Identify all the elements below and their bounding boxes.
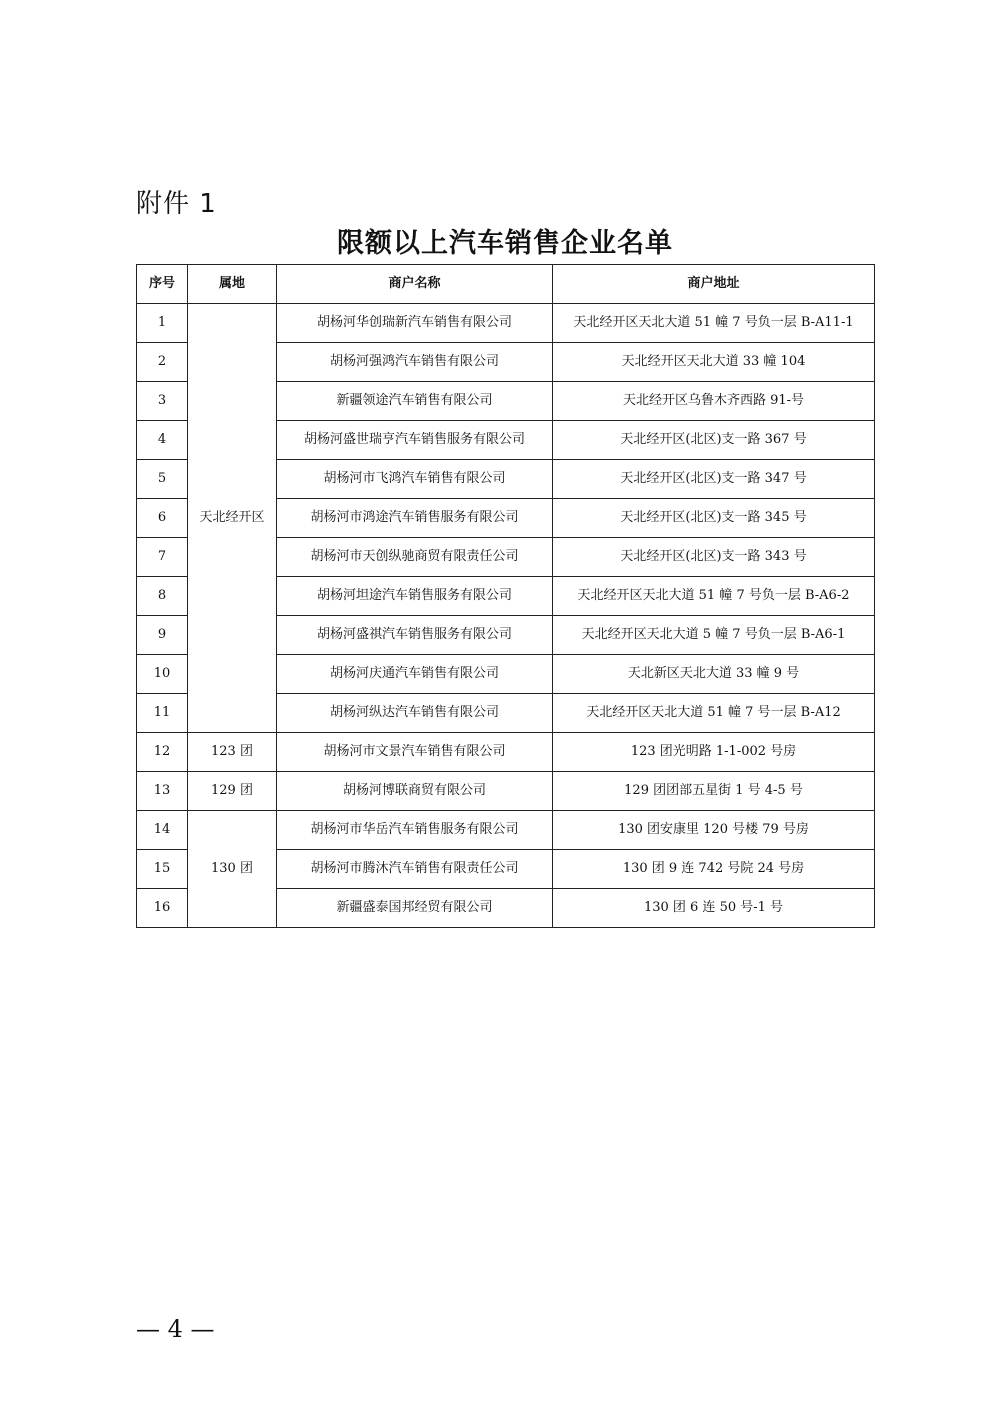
- cell-merchant-name: 胡杨河华创瑞新汽车销售有限公司: [277, 304, 553, 343]
- cell-seq: 2: [137, 343, 188, 382]
- cell-merchant-address: 130 团安康里 120 号楼 79 号房: [553, 811, 875, 850]
- cell-seq: 14: [137, 811, 188, 850]
- cell-merchant-name: 胡杨河纵达汽车销售有限公司: [277, 694, 553, 733]
- cell-merchant-address: 天北经开区(北区)支一路 343 号: [553, 538, 875, 577]
- cell-merchant-name: 新疆领途汽车销售有限公司: [277, 382, 553, 421]
- cell-merchant-name: 胡杨河市文景汽车销售有限公司: [277, 733, 553, 772]
- cell-merchant-address: 天北经开区天北大道 33 幢 104: [553, 343, 875, 382]
- cell-merchant-address: 天北经开区(北区)支一路 345 号: [553, 499, 875, 538]
- cell-merchant-address: 天北经开区天北大道 5 幢 7 号负一层 B-A6-1: [553, 616, 875, 655]
- cell-merchant-name: 胡杨河市华岳汽车销售服务有限公司: [277, 811, 553, 850]
- table-row: [137, 811, 875, 850]
- cell-merchant-address: 天北经开区天北大道 51 幢 7 号负一层 B-A6-2: [553, 577, 875, 616]
- header-seq: 序号: [137, 265, 188, 304]
- document-title: 限额以上汽车销售企业名单: [337, 228, 673, 259]
- cell-merchant-name: 胡杨河市腾沐汽车销售有限责任公司: [277, 850, 553, 889]
- cell-seq: 12: [137, 733, 188, 772]
- cell-merchant-address: 天北经开区乌鲁木齐西路 91-号: [553, 382, 875, 421]
- page-number: — 4 —: [136, 1315, 215, 1343]
- header-merchant-name: 商户名称: [277, 265, 553, 304]
- cell-merchant-address: 129 团团部五星街 1 号 4-5 号: [553, 772, 875, 811]
- cell-merchant-address: 天北新区天北大道 33 幢 9 号: [553, 655, 875, 694]
- table-header: [137, 265, 875, 304]
- cell-seq: 5: [137, 460, 188, 499]
- cell-area: 天北经开区: [188, 304, 277, 733]
- cell-merchant-address: 130 团 9 连 742 号院 24 号房: [553, 850, 875, 889]
- header-row: [137, 265, 875, 304]
- cell-seq: 1: [137, 304, 188, 343]
- cell-merchant-name: 胡杨河强鸿汽车销售有限公司: [277, 343, 553, 382]
- cell-area: 130 团: [188, 811, 277, 928]
- cell-merchant-address: 天北经开区(北区)支一路 347 号: [553, 460, 875, 499]
- cell-merchant-name: 胡杨河博联商贸有限公司: [277, 772, 553, 811]
- cell-merchant-address: 130 团 6 连 50 号-1 号: [553, 889, 875, 928]
- table-row: [137, 304, 875, 343]
- cell-merchant-name: 胡杨河市飞鸿汽车销售有限公司: [277, 460, 553, 499]
- cell-merchant-address: 天北经开区(北区)支一路 367 号: [553, 421, 875, 460]
- cell-merchant-address: 天北经开区天北大道 51 幢 7 号一层 B-A12: [553, 694, 875, 733]
- merchant-table: [136, 264, 875, 928]
- cell-seq: 7: [137, 538, 188, 577]
- cell-merchant-name: 胡杨河盛世瑞亨汽车销售服务有限公司: [277, 421, 553, 460]
- table-row: [137, 772, 875, 811]
- cell-seq: 13: [137, 772, 188, 811]
- cell-seq: 3: [137, 382, 188, 421]
- cell-seq: 6: [137, 499, 188, 538]
- cell-merchant-name: 胡杨河市天创纵驰商贸有限责任公司: [277, 538, 553, 577]
- table-row: [137, 733, 875, 772]
- cell-merchant-name: 胡杨河庆通汽车销售有限公司: [277, 655, 553, 694]
- attachment-label: 附件 1: [136, 189, 217, 219]
- header-merchant-address: 商户地址: [553, 265, 875, 304]
- cell-merchant-address: 123 团光明路 1-1-002 号房: [553, 733, 875, 772]
- cell-seq: 9: [137, 616, 188, 655]
- cell-area: 129 团: [188, 772, 277, 811]
- cell-merchant-name: 新疆盛泰国邦经贸有限公司: [277, 889, 553, 928]
- cell-seq: 16: [137, 889, 188, 928]
- cell-merchant-name: 胡杨河盛祺汽车销售服务有限公司: [277, 616, 553, 655]
- header-area: 属地: [188, 265, 277, 304]
- cell-seq: 11: [137, 694, 188, 733]
- cell-seq: 15: [137, 850, 188, 889]
- cell-merchant-name: 胡杨河市鸿途汽车销售服务有限公司: [277, 499, 553, 538]
- cell-merchant-address: 天北经开区天北大道 51 幢 7 号负一层 B-A11-1: [553, 304, 875, 343]
- cell-seq: 8: [137, 577, 188, 616]
- cell-seq: 4: [137, 421, 188, 460]
- table-body: [137, 304, 875, 928]
- cell-merchant-name: 胡杨河坦途汽车销售服务有限公司: [277, 577, 553, 616]
- cell-seq: 10: [137, 655, 188, 694]
- cell-area: 123 团: [188, 733, 277, 772]
